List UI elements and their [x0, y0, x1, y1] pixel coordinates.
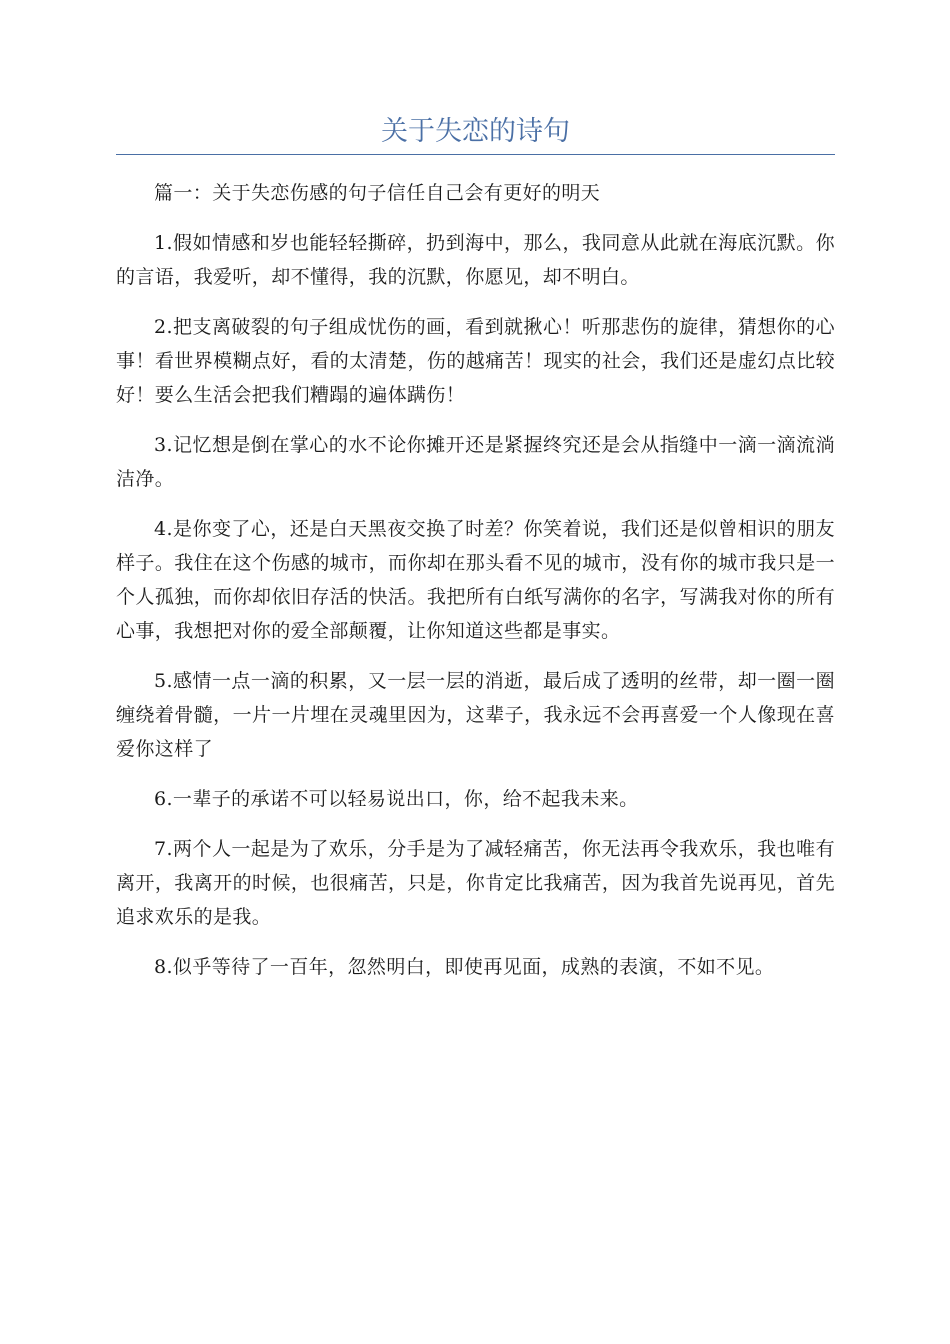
title-underline	[116, 154, 835, 155]
poem-paragraph-7: 7.两个人一起是为了欢乐，分手是为了减轻痛苦，你无法再令我欢乐，我也唯有离开，我离开的时候，也很痛苦，只是，你肯定比我痛苦，因为我首先说再见，首先追求欢乐的是我。	[116, 838, 835, 928]
poem-paragraph-1: 1.假如情感和岁也能轻轻撕碎，扔到海中，那么，我同意从此就在海底沉默。你的言语，我爱听，却不懂得，我的沉默，你愿见，却不明白。	[116, 232, 835, 288]
document-body	[116, 176, 835, 1000]
poem-paragraph-6: 6.一辈子的承诺不可以轻易说出口，你，给不起我未来。	[154, 788, 639, 810]
section-heading: 篇一：关于失恋伤感的句子信任自己会有更好的明天	[154, 182, 601, 204]
document-title: 关于失恋的诗句	[381, 116, 570, 147]
poem-paragraph-3: 3.记忆想是倒在掌心的水不论你摊开还是紧握终究还是会从指缝中一滴一滴流淌洁净。	[116, 434, 835, 490]
poem-paragraph-4: 4.是你变了心，还是白天黑夜交换了时差？你笑着说，我们还是似曾相识的朋友样子。我住在这个伤感的城市，而你却在那头看不见的城市，没有你的城市我只是一个人孤独，而你却依旧存活的快活。我把所有白纸写满你的名字，写满我对你的所有心事，我想把对你的爱全部颠覆，让你知道这些都是事实。	[116, 518, 835, 642]
poem-paragraph-2: 2.把支离破裂的句子组成忧伤的画，看到就揪心！听那悲伤的旋律，猜想你的心事！看世界模糊点好，看的太清楚，伤的越痛苦！现实的社会，我们还是虚幻点比较好！要么生活会把我们糟蹋的遍体蹒伤！	[116, 316, 835, 406]
poem-paragraph-5: 5.感情一点一滴的积累，又一层一层的消逝，最后成了透明的丝带，却一圈一圈缠绕着骨髓，一片一片埋在灵魂里因为，这辈子，我永远不会再喜爱一个人像现在喜爱你这样了	[116, 670, 835, 760]
poem-paragraph-8: 8.似乎等待了一百年，忽然明白，即使再见面，成熟的表演，不如不见。	[154, 956, 775, 978]
